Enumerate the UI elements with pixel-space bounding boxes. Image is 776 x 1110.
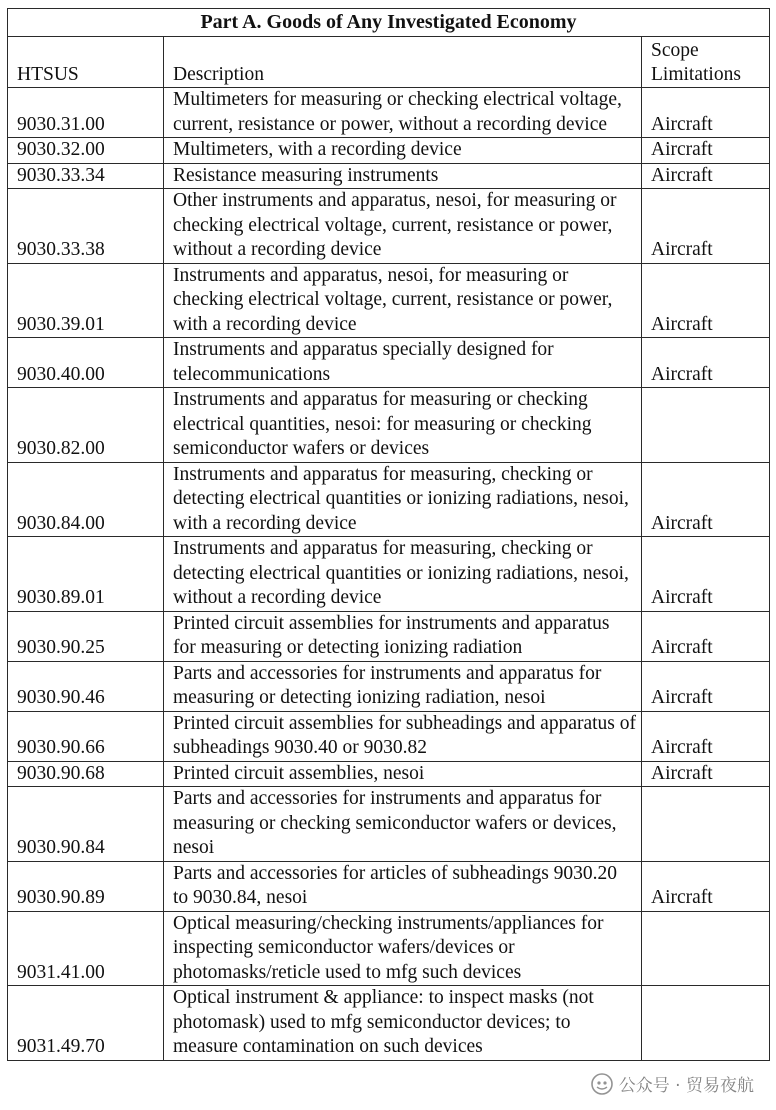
table-body [8,88,770,1061]
table-row [8,911,770,986]
scope-limitation-cell [642,388,770,463]
table-head [8,9,770,88]
htsus-code-cell: 9030.33.38 [8,189,164,264]
description-cell: Other instruments and apparatus, nesoi, for measuring or checking electrical voltage, current, resistance or power, without a recording device [164,189,642,264]
description-cell: Instruments and apparatus specially designed for telecommunications [164,338,642,388]
htsus-code-cell: 9031.41.00 [8,911,164,986]
title-row [8,9,770,37]
table-row [8,611,770,661]
htsus-code-cell: 9030.32.00 [8,138,164,164]
scope-limitation-cell [642,986,770,1061]
htsus-code-cell: 9030.84.00 [8,462,164,537]
table-row [8,537,770,612]
table-row [8,388,770,463]
table-row [8,138,770,164]
htsus-code-cell: 9030.82.00 [8,388,164,463]
description-cell: Multimeters, with a recording device [164,138,642,164]
htsus-code-cell: 9031.49.70 [8,986,164,1061]
htsus-code-cell: 9030.90.66 [8,711,164,761]
htsus-code-cell: 9030.90.46 [8,661,164,711]
htsus-code-cell: 9030.90.84 [8,787,164,862]
description-cell: Parts and accessories for instruments and apparatus for measuring or detecting ionizing radiation, nesoi [164,661,642,711]
scope-limitation-cell: Aircraft [642,761,770,787]
htsus-code-cell: 9030.89.01 [8,537,164,612]
table-row [8,761,770,787]
description-cell: Printed circuit assemblies for subheadings and apparatus of subheadings 9030.40 or 9030.82 [164,711,642,761]
htsus-code-cell: 9030.33.34 [8,163,164,189]
htsus-code-cell: 9030.90.89 [8,861,164,911]
table-title: Part A. Goods of Any Investigated Economy [8,9,770,37]
table-row [8,861,770,911]
table-row [8,263,770,338]
description-cell: Parts and accessories for articles of subheadings 9030.20 to 9030.84, nesoi [164,861,642,911]
htsus-code-cell: 9030.31.00 [8,88,164,138]
description-cell: Instruments and apparatus, nesoi, for measuring or checking electrical voltage, current, resistance or power, with a recording device [164,263,642,338]
description-cell: Optical measuring/checking instruments/appliances for inspecting semiconductor wafers/devices or photomasks/reticle used to mfg such devices [164,911,642,986]
wechat-official-account-icon [591,1073,613,1095]
description-cell: Printed circuit assemblies, nesoi [164,761,642,787]
scope-limitation-cell: Aircraft [642,189,770,264]
scope-limitation-cell: Aircraft [642,263,770,338]
description-cell: Resistance measuring instruments [164,163,642,189]
header-scope-limitations: Scope Limitations [642,37,770,88]
scope-limitation-cell: Aircraft [642,537,770,612]
header-row [8,37,770,88]
table-row [8,711,770,761]
watermark-text: 公众号 · 贸易夜航 [618,1076,754,1096]
table-row [8,986,770,1061]
table-row [8,462,770,537]
description-cell: Parts and accessories for instruments and apparatus for measuring or checking semiconductor wafers or devices, nesoi [164,787,642,862]
table-row [8,189,770,264]
htsus-code-cell: 9030.90.25 [8,611,164,661]
description-cell: Printed circuit assemblies for instruments and apparatus for measuring or detecting ionizing radiation [164,611,642,661]
description-cell: Instruments and apparatus for measuring, checking or detecting electrical quantities or ionizing radiations, nesoi, without a recording device [164,537,642,612]
scope-limitation-cell: Aircraft [642,138,770,164]
htsus-code-cell: 9030.90.68 [8,761,164,787]
scope-limitation-cell: Aircraft [642,661,770,711]
scope-limitation-cell: Aircraft [642,88,770,138]
header-htsus: HTSUS [8,37,164,88]
scope-limitation-cell: Aircraft [642,611,770,661]
table-row [8,787,770,862]
htsus-code-cell: 9030.39.01 [8,263,164,338]
scope-limitation-cell [642,911,770,986]
header-description: Description [164,37,642,88]
description-cell: Instruments and apparatus for measuring, checking or detecting electrical quantities or ionizing radiations, nesoi, with a recording device [164,462,642,537]
scope-limitation-cell: Aircraft [642,338,770,388]
htsus-code-cell: 9030.40.00 [8,338,164,388]
watermark [591,1071,754,1096]
table-row [8,661,770,711]
scope-limitation-cell: Aircraft [642,163,770,189]
table-row [8,163,770,189]
scope-limitation-cell [642,787,770,862]
description-cell: Multimeters for measuring or checking electrical voltage, current, resistance or power, without a recording device [164,88,642,138]
table-row [8,338,770,388]
scope-limitation-cell: Aircraft [642,861,770,911]
hts-table [7,8,770,1061]
scope-limitation-cell: Aircraft [642,462,770,537]
table-row [8,88,770,138]
description-cell: Optical instrument & appliance: to inspect masks (not photomask) used to mfg semiconductor devices; to measure contamination on such devices [164,986,642,1061]
scope-limitation-cell: Aircraft [642,711,770,761]
description-cell: Instruments and apparatus for measuring or checking electrical quantities, nesoi: for measuring or checking semiconductor wafers or devices [164,388,642,463]
